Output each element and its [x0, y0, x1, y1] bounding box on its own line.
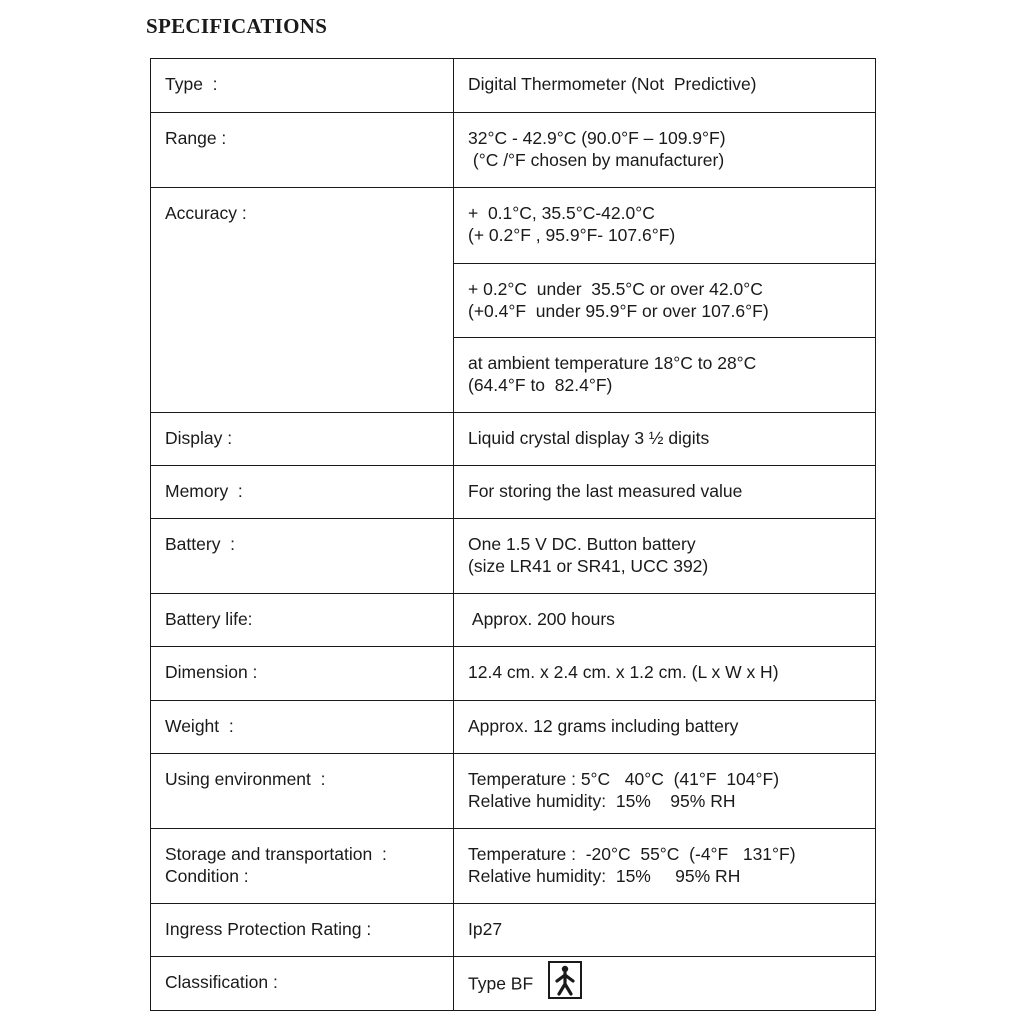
- label-text: Classification :: [165, 972, 278, 992]
- value-text: For storing the last measured value: [468, 481, 743, 501]
- spec-label: [151, 754, 454, 829]
- value-text: One 1.5 V DC. Button battery: [468, 534, 696, 554]
- table-row: [151, 829, 876, 904]
- spec-value: [454, 113, 876, 188]
- spec-label: [151, 113, 454, 188]
- label-text: Storage and transportation :: [165, 844, 387, 864]
- type-bf-body-icon: [548, 961, 582, 999]
- page-title: SPECIFICATIONS: [146, 14, 328, 38]
- table-row: [151, 413, 876, 466]
- value-text: + 0.1°C, 35.5°C-42.0°C: [468, 203, 655, 223]
- spec-value: [454, 754, 876, 829]
- spec-label: [151, 519, 454, 594]
- value-text: + 0.2°C under 35.5°C or over 42.0°C: [468, 279, 763, 299]
- label-text: Accuracy :: [165, 203, 247, 223]
- specifications-table: [150, 58, 876, 1011]
- table-row: [151, 957, 876, 1011]
- table-row: [151, 113, 876, 188]
- table-row: [151, 701, 876, 754]
- value-text: Type BF: [468, 973, 534, 994]
- value-text: Digital Thermometer (Not Predictive): [468, 74, 757, 94]
- table-row: [151, 647, 876, 701]
- table-row: [151, 466, 876, 519]
- spec-value: [454, 904, 876, 957]
- value-text: Temperature : 5°C 40°C (41°F 104°F): [468, 769, 780, 789]
- value-text: Approx. 200 hours: [468, 609, 615, 629]
- spec-label: [151, 904, 454, 957]
- label-text: Memory :: [165, 481, 243, 501]
- spec-value: [454, 188, 876, 264]
- value-text: (+0.4°F under 95.9°F or over 107.6°F): [468, 301, 769, 321]
- value-text: (64.4°F to 82.4°F): [468, 375, 613, 395]
- label-text: Condition :: [165, 866, 249, 886]
- spec-label: [151, 59, 454, 113]
- label-text: Battery life:: [165, 609, 253, 629]
- spec-label: [151, 829, 454, 904]
- table-row: [151, 519, 876, 594]
- table-row: [151, 59, 876, 113]
- spec-value: [454, 338, 876, 413]
- table-row: [151, 754, 876, 829]
- label-text: Using environment :: [165, 769, 326, 789]
- value-text: Relative humidity: 15% 95% RH: [468, 791, 736, 811]
- value-text: (+ 0.2°F , 95.9°F- 107.6°F): [468, 225, 676, 245]
- value-text: 12.4 cm. x 2.4 cm. x 1.2 cm. (L x W x H): [468, 662, 779, 682]
- spec-label: [151, 413, 454, 466]
- spec-label: [151, 594, 454, 647]
- label-text: Dimension :: [165, 662, 258, 682]
- value-text: (size LR41 or SR41, UCC 392): [468, 556, 709, 576]
- spec-label: [151, 701, 454, 754]
- label-text: Ingress Protection Rating :: [165, 919, 372, 939]
- table-row: [151, 188, 876, 264]
- spec-value: [454, 701, 876, 754]
- value-text: (°C /°F chosen by manufacturer): [468, 150, 725, 170]
- value-text: Temperature : -20°C 55°C (-4°F 131°F): [468, 844, 796, 864]
- label-text: Type :: [165, 74, 218, 94]
- spec-value: [454, 519, 876, 594]
- value-text: Relative humidity: 15% 95% RH: [468, 866, 741, 886]
- value-text: 32°C - 42.9°C (90.0°F – 109.9°F): [468, 128, 726, 148]
- spec-value: [454, 466, 876, 519]
- table-row: [151, 594, 876, 647]
- spec-label: [151, 647, 454, 701]
- spec-label: [151, 188, 454, 413]
- spec-value: [454, 264, 876, 338]
- label-text: Battery :: [165, 534, 236, 554]
- label-text: Display :: [165, 428, 233, 448]
- spec-value: [454, 594, 876, 647]
- spec-value: [454, 957, 876, 1011]
- spec-label: [151, 466, 454, 519]
- spec-label: [151, 957, 454, 1011]
- value-text: at ambient temperature 18°C to 28°C: [468, 353, 757, 373]
- value-text: Approx. 12 grams including battery: [468, 716, 739, 736]
- table-row: [151, 904, 876, 957]
- spec-value: [454, 829, 876, 904]
- value-text: Liquid crystal display 3 ½ digits: [468, 428, 710, 448]
- spec-value: [454, 647, 876, 701]
- spec-value: [454, 59, 876, 113]
- label-text: Range :: [165, 128, 227, 148]
- spec-value: [454, 413, 876, 466]
- label-text: Weight :: [165, 716, 234, 736]
- value-text: Ip27: [468, 919, 503, 939]
